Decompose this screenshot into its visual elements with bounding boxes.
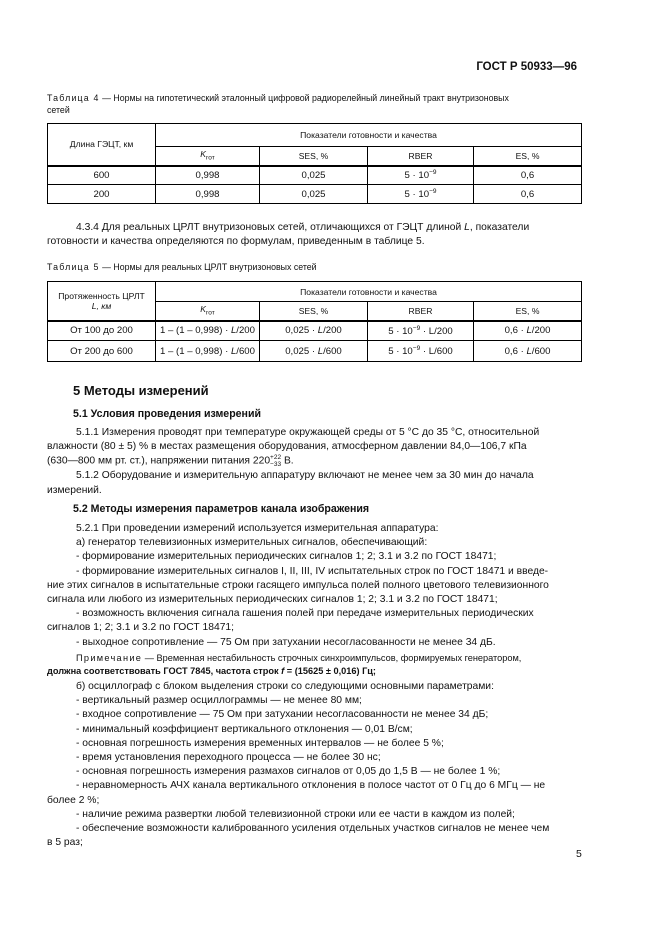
table5-header-length: Протяженность ЦРЛТ L, км bbox=[48, 282, 156, 321]
list-item: - наличие режима развертки любой телевизионной строки или ее части в каждом из полей; bbox=[76, 808, 515, 820]
table5-cell-es: 0,6 · L/200 bbox=[474, 321, 582, 341]
note bbox=[47, 652, 581, 678]
list-item: - выходное сопротивление — 75 Ом при затухании несогласованности не менее 34 дБ. bbox=[76, 636, 496, 648]
note-label: Примечание bbox=[76, 653, 143, 663]
table4 bbox=[47, 123, 582, 204]
table5-cell-k: 1 – (1 – 0,998) · L/600 bbox=[156, 341, 260, 362]
list-item: - вертикальный размер осциллограммы — не менее 80 мм; bbox=[76, 695, 362, 707]
paragraph-line: (630—800 мм рт. ст.), напряжении питания 220+22 −33 В. bbox=[47, 454, 294, 469]
table-row bbox=[48, 341, 582, 362]
paragraph-line: готовности и качества определяются по формулам, приведенным в таблице 5. bbox=[47, 236, 425, 248]
list-item-continuation: ние этих сигналов в испытательные строки гасящего импульса полей полного цветового телевизионного bbox=[47, 579, 549, 591]
list-item: - основная погрешность измерения размахов сигналов от 0,05 до 1,5 В — не более 1 %; bbox=[76, 766, 501, 778]
table4-header-es: ES, % bbox=[474, 147, 582, 166]
table4-caption-label: Таблица 4 bbox=[47, 93, 100, 103]
list-item: - формирование измерительных сигналов I, II, III, IV испытательных строк по ГОСТ 18471 и введе- bbox=[76, 565, 549, 577]
note-line: должна соответствовать ГОСТ 7845, частота строк f = (15625 ± 0,016) Гц; bbox=[47, 666, 376, 676]
paragraph-line: 4.3.4 Для реальных ЦРЛТ внутризоновых сетей, отличающихся от ГЭЦТ длиной L, показатели bbox=[76, 222, 530, 233]
table5-cell-k: 1 – (1 – 0,998) · L/200 bbox=[156, 321, 260, 341]
table4-cell-es: 0,6 bbox=[474, 185, 582, 204]
table4-header-length: Длина ГЭЦТ, км bbox=[48, 124, 156, 166]
paragraph-line: а) генератор телевизионных измерительных сигналов, обеспечивающий: bbox=[76, 537, 428, 549]
list-item: - обеспечение возможности калиброванного усиления отдельных участков сигналов не менее чем bbox=[76, 823, 550, 835]
table4-cell-length: 600 bbox=[48, 166, 156, 185]
table4-header-group: Показатели готовности и качества bbox=[156, 124, 582, 147]
list-item-continuation: сигнала или любого из измерительных периодических сигналов 1; 2; 3.1 и 3.2 по ГОСТ 18471; bbox=[47, 594, 498, 606]
section-5-1-heading: 5.1 Условия проведения измерений bbox=[73, 408, 261, 420]
paragraph-oscilloscope bbox=[47, 680, 581, 850]
paragraph-4-3-4 bbox=[47, 221, 581, 249]
table4-header-k: $K_{гот}$ bbox=[156, 147, 260, 166]
list-item: б) осциллограф с блоком выделения строки со следующими основными параметрами: bbox=[76, 681, 494, 692]
paragraph-5-1-1 bbox=[47, 426, 581, 498]
table4-cell-rber: $5 \cdot 10^{-9}$ bbox=[368, 166, 474, 185]
table4-cell-rber: $5 \cdot 10^{-9}$ bbox=[368, 185, 474, 204]
table4-header-rber: RBER bbox=[368, 147, 474, 166]
table5-caption bbox=[47, 261, 317, 273]
list-item: - неравномерность АЧХ канала вертикального отклонения в полосе частот от 0 Гц до 6 МГц — не bbox=[76, 780, 546, 792]
document-header: ГОСТ Р 50933—96 bbox=[476, 61, 577, 73]
table4-caption bbox=[47, 92, 587, 116]
page-number: 5 bbox=[576, 848, 582, 860]
paragraph-line: 5.1.2 Оборудование и измерительную аппаратуру включают не менее чем за 30 мин до начала bbox=[76, 470, 534, 482]
list-item-continuation: более 2 %; bbox=[47, 794, 100, 806]
paragraph-line: влажности (80 ± 5) % в местах размещения оборудования, атмосферном давлении 84,0—106,7 кПа bbox=[47, 441, 527, 453]
table4-cell-ses: 0,025 bbox=[260, 185, 368, 204]
note-line: Примечание — Временная нестабильность строчных синхроимпульсов, формируемых генератором, bbox=[76, 653, 522, 663]
table5-header-group: Показатели готовности и качества bbox=[156, 282, 582, 302]
paragraph-line: 5.1.1 Измерения проводят при температуре окружающей среды от 5 °С до 35 °С, относительной bbox=[76, 427, 540, 438]
list-item: - основная погрешность измерения временных интервалов — не более 5 %; bbox=[76, 737, 444, 749]
table5-cell-ses: 0,025 · L/600 bbox=[260, 341, 368, 362]
table5-cell-ses: 0,025 · L/200 bbox=[260, 321, 368, 341]
table5-header-ses: SES, % bbox=[260, 302, 368, 321]
table5-header-es: ES, % bbox=[474, 302, 582, 321]
table4-cell-k: 0,998 bbox=[156, 166, 260, 185]
table4-cell-es: 0,6 bbox=[474, 166, 582, 185]
table-row bbox=[48, 166, 582, 185]
list-item: - минимальный коэффициент вертикального отклонения — 0,01 В/см; bbox=[76, 723, 413, 735]
table4-cell-ses: 0,025 bbox=[260, 166, 368, 185]
table4-cell-length: 200 bbox=[48, 185, 156, 204]
table4-caption-text: — Нормы на гипотетический эталонный цифровой радиорелейный линейный тракт внутризоновых bbox=[102, 93, 509, 103]
paragraph-line: 5.2.1 При проведении измерений используется измерительная аппаратура: bbox=[76, 523, 439, 534]
list-item: - возможность включения сигнала гашения полей при передаче измерительных периодических bbox=[76, 608, 534, 620]
table5-cell-range: От 100 до 200 bbox=[48, 321, 156, 341]
table5-cell-rber: $5 \cdot 10^{-9} \cdot L/600$ bbox=[368, 341, 474, 362]
table-row bbox=[48, 321, 582, 341]
table5-header-k: $K_{гот}$ bbox=[156, 302, 260, 321]
table4-caption-line2: сетей bbox=[47, 105, 70, 115]
list-item: - формирование измерительных периодических сигналов 1; 2; 3.1 и 3.2 по ГОСТ 18471; bbox=[76, 551, 497, 563]
table5-caption-label: Таблица 5 bbox=[47, 262, 100, 272]
section-5-2-heading: 5.2 Методы измерения параметров канала изображения bbox=[73, 503, 370, 515]
table5-cell-es: 0,6 · L/600 bbox=[474, 341, 582, 362]
list-item-continuation: в 5 раз; bbox=[47, 837, 83, 849]
table5-header-rber: RBER bbox=[368, 302, 474, 321]
section-5-heading: 5 Методы измерений bbox=[73, 383, 209, 398]
table4-header-ses: SES, % bbox=[260, 147, 368, 166]
table5-cell-rber: $5 \cdot 10^{-9} \cdot L/200$ bbox=[368, 321, 474, 341]
table-row bbox=[48, 185, 582, 204]
table5 bbox=[47, 281, 582, 362]
paragraph-line: измерений. bbox=[47, 484, 102, 496]
list-item: - входное сопротивление — 75 Ом при затухании несогласованности не менее 34 дБ; bbox=[76, 709, 489, 721]
list-item: - время установления переходного процесса — не более 30 нс; bbox=[76, 752, 381, 764]
paragraph-5-2-1 bbox=[47, 522, 581, 650]
table5-cell-range: От 200 до 600 bbox=[48, 341, 156, 362]
table5-caption-text: — Нормы для реальных ЦРЛТ внутризоновых сетей bbox=[102, 262, 317, 272]
list-item-continuation: сигналов 1; 2; 3.1 и 3.2 по ГОСТ 18471; bbox=[47, 622, 235, 634]
table4-cell-k: 0,998 bbox=[156, 185, 260, 204]
